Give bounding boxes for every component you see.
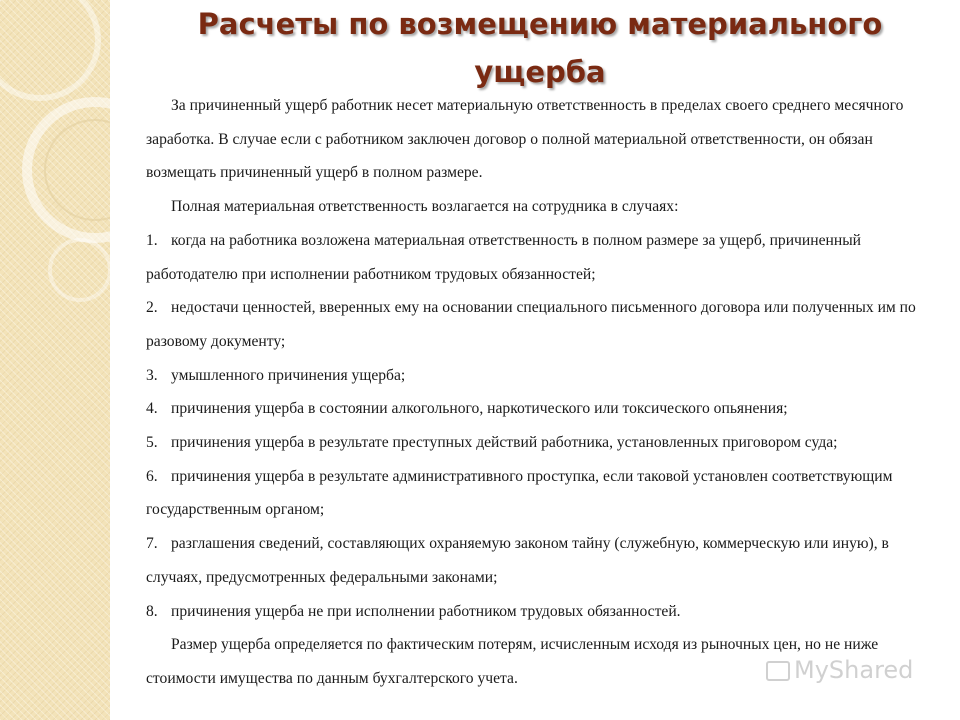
list-item-text: умышленного причинения ущерба; — [171, 366, 406, 384]
list-item-text: разглашения сведений, составляющих охраняемую законом тайну (служебную, коммерческую или иную), в случаях, предусмотренных федеральными законами; — [146, 535, 889, 586]
list-item — [146, 392, 926, 426]
watermark-text: MyShared — [794, 656, 914, 684]
slide-title — [150, 0, 930, 96]
list-item-number: 1. — [146, 231, 158, 249]
cases-lead-paragraph: Полная материальная ответственность возлагается на сотрудника в случаях: — [171, 198, 679, 216]
list-item — [146, 527, 926, 594]
list-item — [146, 224, 926, 291]
list-item-text: недостачи ценностей, вверенных ему на основании специального письменного договора или полученных им по разовому документу; — [146, 299, 916, 350]
decorative-side-panel — [0, 0, 110, 720]
closing-paragraph: Размер ущерба определяется по фактическим потерям, исчисленным исходя из рыночных цен, но не ниже стоимости имущества по данным бухгалтерского учета. — [146, 636, 879, 687]
list-item — [146, 291, 926, 358]
list-item-number: 7. — [146, 535, 158, 553]
list-item-text: причинения ущерба не при исполнении работником трудовых обязанностей. — [171, 602, 681, 620]
intro-paragraph: За причиненный ущерб работник несет материальную ответственность в пределах своего среднего месячного заработка. В случае если с работником заключен договор о полной материальной ответственности, он обязан возмещать причиненный ущерб в полном размере. — [146, 97, 904, 182]
slide-body — [146, 89, 926, 696]
list-item-number: 2. — [146, 299, 158, 317]
list-item — [146, 595, 926, 629]
decorative-circles-graphic — [0, 0, 110, 720]
list-item-number: 5. — [146, 434, 158, 452]
list-item-text: причинения ущерба в результате административного проступка, если таковой установлен соответствующим государственным органом; — [146, 467, 893, 519]
list-item-number: 8. — [146, 602, 158, 620]
slide-title-line-1: Расчеты по возмещению материального — [197, 7, 883, 41]
list-item-number: 6. — [146, 467, 158, 485]
list-item-text: причинения ущерба в состоянии алкогольного, наркотического или токсического опьянения; — [171, 400, 788, 418]
list-item — [146, 359, 926, 393]
list-item-text: причинения ущерба в результате преступных действий работника, установленных приговором суда; — [171, 434, 838, 452]
list-item-number: 4. — [146, 400, 158, 418]
list-item-number: 3. — [146, 366, 158, 384]
slide-title-line-2: ущерба — [474, 55, 606, 89]
list-item — [146, 426, 926, 460]
list-item — [146, 460, 926, 527]
list-item-text: когда на работника возложена материальная ответственность в полном размере за ущерб, причиненный работодателю при исполнении работником трудовых обязанностей; — [146, 231, 862, 283]
